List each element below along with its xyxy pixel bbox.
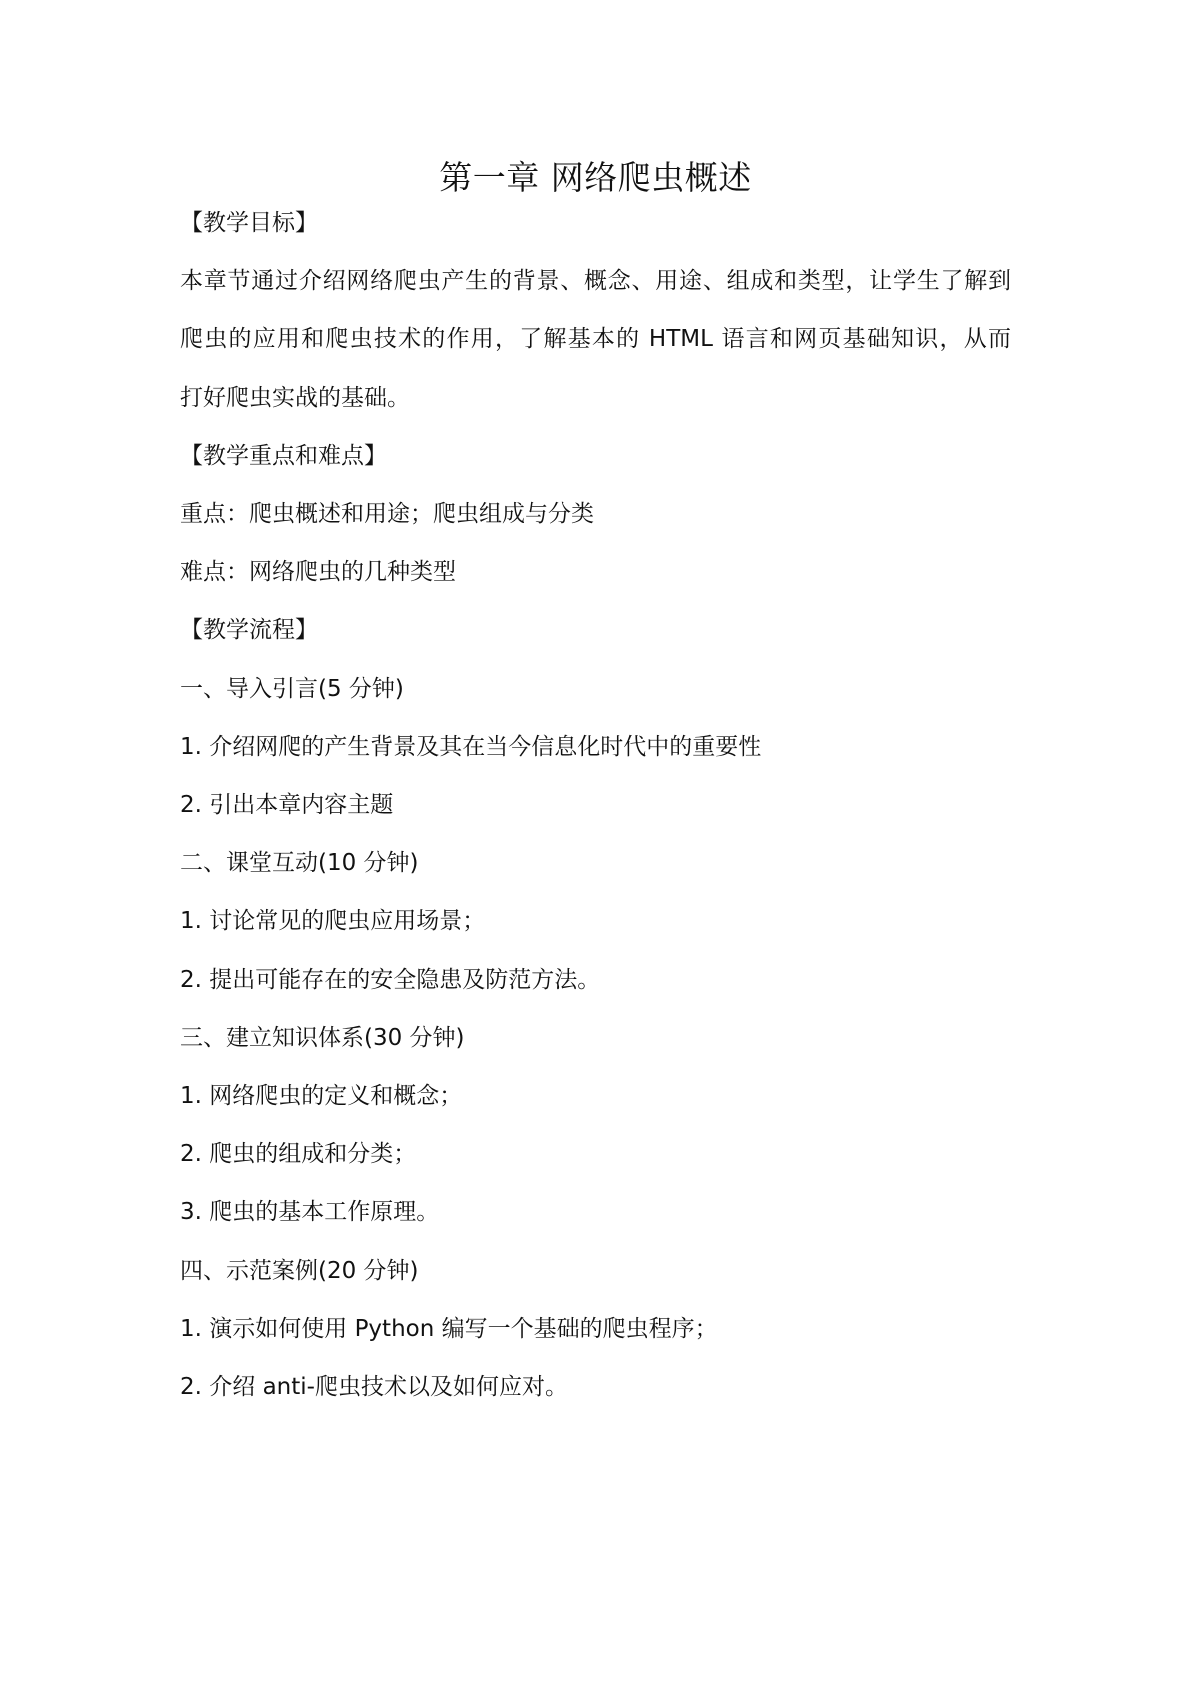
key-points-heading: 【教学重点和难点】 (180, 443, 387, 469)
flow-heading: 【教学流程】 (180, 617, 318, 643)
flow-list-item: 1. 演示如何使用 Python 编写一个基础的爬虫程序； (180, 1316, 718, 1342)
objectives-text-line: 打好爬虫实战的基础。 (180, 385, 410, 411)
flow-part-title: 一、导入引言(5 分钟) (180, 676, 404, 702)
flow-list-item: 1. 讨论常见的爬虫应用场景； (180, 908, 486, 934)
flow-list-item: 2. 介绍 anti-爬虫技术以及如何应对。 (180, 1374, 568, 1400)
flow-list-item: 1. 介绍网爬的产生背景及其在当今信息化时代中的重要性 (180, 734, 762, 760)
chapter-title: 第一章 网络爬虫概述 (439, 158, 752, 197)
flow-list-item: 2. 爬虫的组成和分类； (180, 1141, 417, 1167)
flow-list-item: 2. 提出可能存在的安全隐患及防范方法。 (180, 967, 601, 993)
objectives-heading: 【教学目标】 (180, 210, 318, 236)
flow-part-title: 三、建立知识体系(30 分钟) (180, 1025, 465, 1051)
key-point-text: 重点：爬虫概述和用途；爬虫组成与分类 (180, 501, 594, 527)
flow-list-item: 1. 网络爬虫的定义和概念； (180, 1083, 463, 1109)
flow-list-item: 3. 爬虫的基本工作原理。 (180, 1199, 440, 1225)
flow-part-title: 四、示范案例(20 分钟) (180, 1258, 419, 1284)
difficulty-text: 难点：网络爬虫的几种类型 (180, 559, 456, 585)
objectives-text-line: 本章节通过介绍网络爬虫产生的背景、概念、用途、组成和类型，让学生了解到 (180, 268, 1011, 294)
flow-part-title: 二、课堂互动(10 分钟) (180, 850, 419, 876)
objectives-text-line: 爬虫的应用和爬虫技术的作用，了解基本的 HTML 语言和网页基础知识，从而 (180, 326, 1011, 352)
flow-list-item: 2. 引出本章内容主题 (180, 792, 394, 818)
